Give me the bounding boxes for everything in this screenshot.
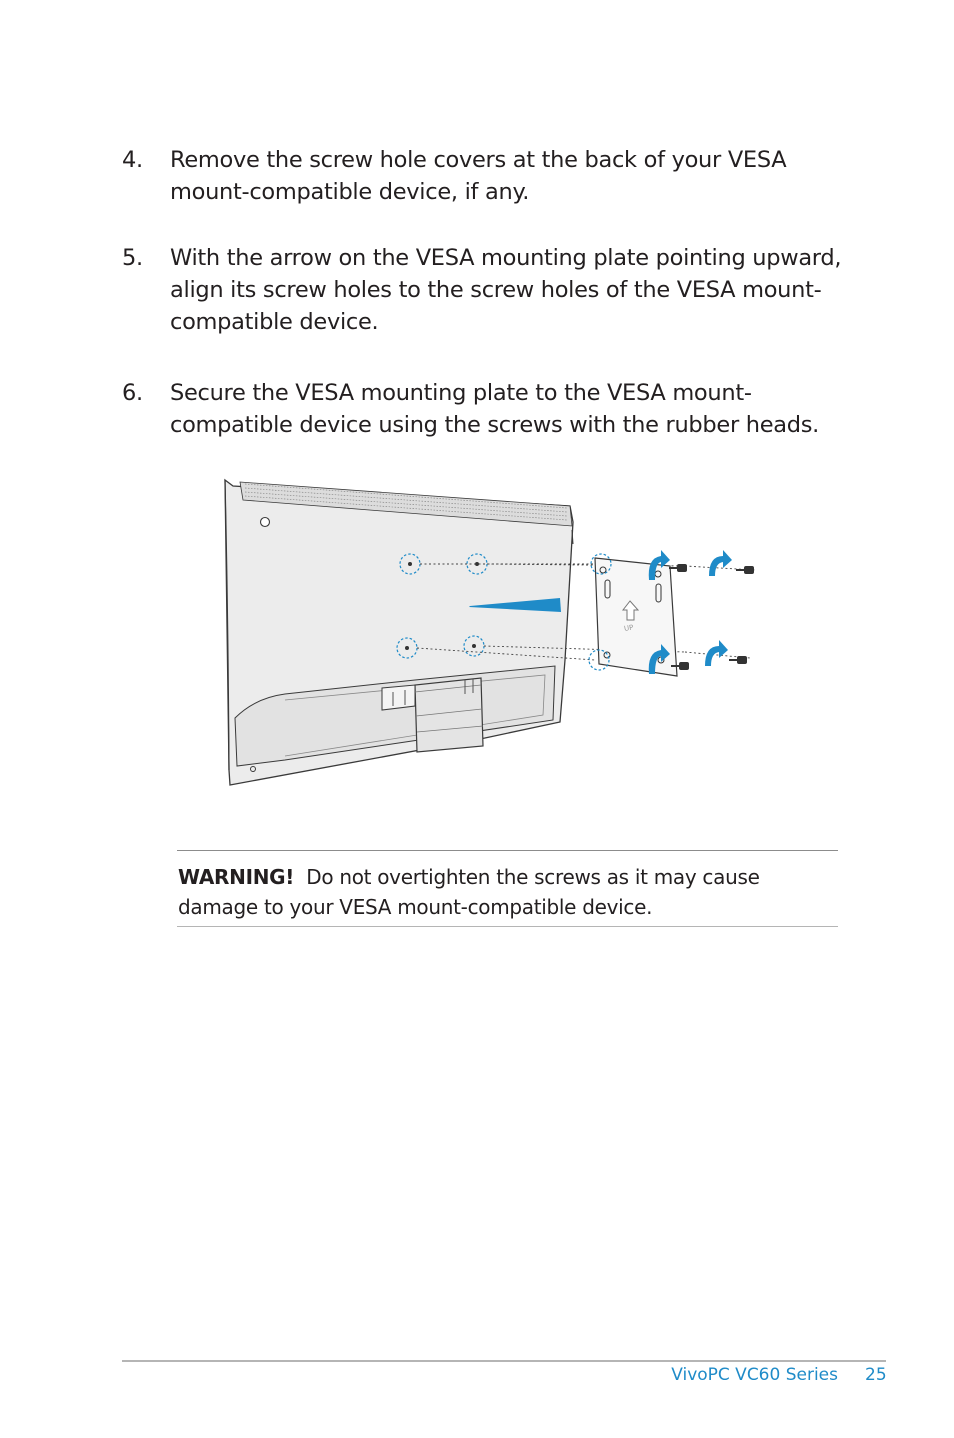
footer-title: VivoPC VC60 Series xyxy=(671,1365,838,1385)
step-text: With the arrow on the VESA mounting plate pointing upward, align its screw holes to the screw holes of the VESA mount-compatible device. xyxy=(170,245,842,335)
warning-bottom-rule xyxy=(177,926,838,927)
vesa-mounting-illustration xyxy=(215,470,775,795)
warning-box xyxy=(178,862,838,922)
footer-rule xyxy=(122,1360,886,1362)
warning-text: Do not overtighten the screws as it may cause damage to your VESA mount-compatible device. xyxy=(178,865,760,919)
step-number: 5. xyxy=(122,245,143,271)
page-number: 25 xyxy=(865,1365,887,1385)
plate-up-label: UP xyxy=(623,623,635,633)
warning-label: WARNING! xyxy=(178,865,295,889)
step-number: 4. xyxy=(122,147,143,173)
warning-top-rule xyxy=(177,850,838,851)
step-text: Secure the VESA mounting plate to the VESA mount-compatible device using the screws with the rubber heads. xyxy=(170,380,819,438)
monitor-back xyxy=(225,480,573,785)
step-text: Remove the screw hole covers at the back of your VESA mount-compatible device, if any. xyxy=(170,147,787,205)
step-number: 6. xyxy=(122,380,143,406)
